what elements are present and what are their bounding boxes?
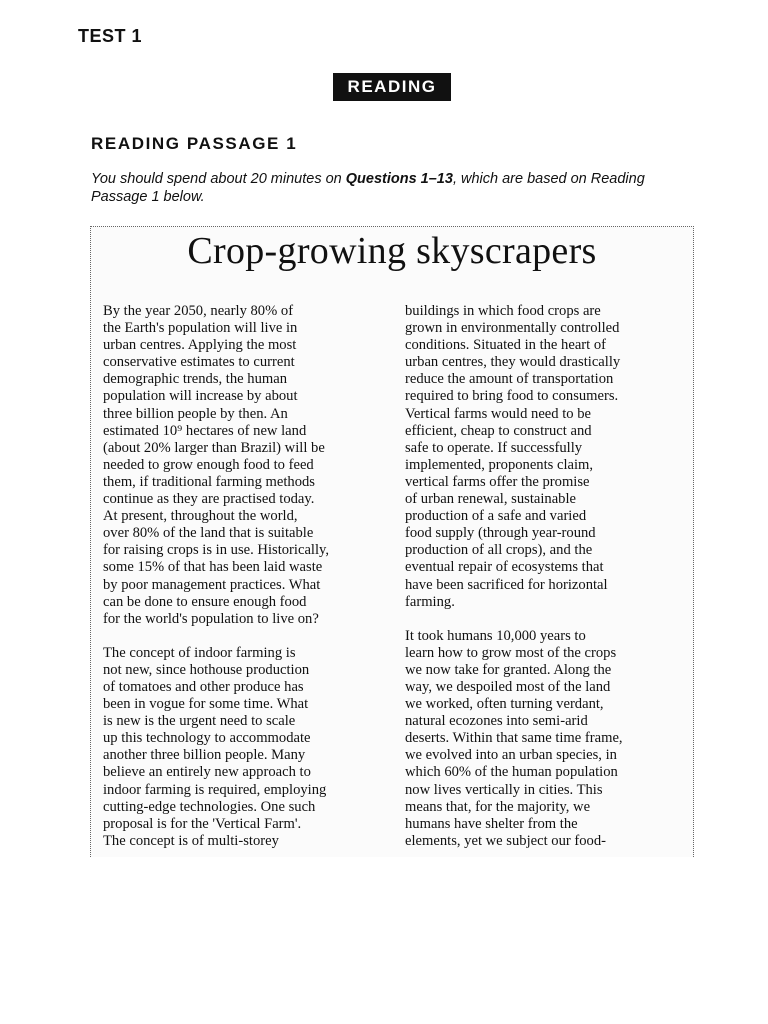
passage-line: demographic trends, the human — [103, 371, 287, 388]
passage-line: up this technology to accommodate — [103, 730, 311, 747]
passage-line: eventual repair of ecosystems that — [405, 559, 604, 576]
passage-line: vertical farms offer the promise — [405, 473, 590, 490]
passage-line: reduce the amount of transportation — [405, 371, 614, 388]
passage-line: by poor management practices. What — [103, 576, 321, 593]
paragraph-gap — [405, 611, 695, 628]
passage-line: The concept of indoor farming is — [103, 644, 296, 661]
passage-line: implemented, proponents claim, — [405, 456, 594, 473]
passage-line: indoor farming is required, employing — [103, 781, 327, 798]
passage-line: not new, since hothouse production — [103, 661, 310, 678]
passage-line: for the world's population to live on? — [103, 610, 319, 627]
passage-line: we now take for granted. Along the — [405, 661, 612, 678]
paragraph-gap — [103, 628, 388, 645]
passage-line: Vertical farms would need to be — [405, 405, 592, 422]
passage-box — [90, 226, 694, 857]
passage-line: deserts. Within that same time frame, — [405, 730, 623, 747]
instructions-text-end: , which are based on Reading Passage 1 below. — [91, 171, 645, 205]
passage-right-column — [405, 303, 695, 850]
passage-line: which 60% of the human population — [405, 764, 618, 781]
instructions — [91, 170, 691, 206]
passage-line: learn how to grow most of the crops — [405, 644, 617, 661]
passage-line: have been sacrificed for horizontal — [405, 576, 608, 593]
passage-line: urban centres. Applying the most — [103, 337, 297, 354]
passage-title: Crop-growing skyscrapers — [187, 230, 597, 272]
passage-line: estimated 10⁹ hectares of new land — [103, 422, 307, 439]
passage-line: now lives vertically in cities. This — [405, 781, 603, 798]
instructions-text: You should spend about 20 minutes on — [91, 171, 346, 187]
passage-line: we evolved into an urban species, in — [405, 747, 617, 764]
passage-line: elements, yet we subject our food- — [405, 832, 607, 849]
passage-line: grown in environmentally controlled — [405, 320, 620, 337]
passage-line: means that, for the majority, we — [405, 798, 591, 815]
passage-line: over 80% of the land that is suitable — [103, 525, 314, 542]
passage-line: of urban renewal, sustainable — [405, 491, 577, 508]
passage-line: required to bring food to consumers. — [405, 388, 619, 405]
passage-line: for raising crops is in use. Historically, — [103, 542, 330, 559]
passage-line: safe to operate. If successfully — [405, 439, 583, 456]
passage-line: conditions. Situated in the heart of — [405, 337, 607, 354]
passage-line: food supply (through year-round — [405, 525, 596, 542]
passage-line: some 15% of that has been laid waste — [103, 559, 323, 576]
passage-line: efficient, cheap to construct and — [405, 422, 592, 439]
passage-line: believe an entirely new approach to — [103, 764, 311, 781]
passage-line: conservative estimates to current — [103, 354, 295, 371]
passage-line: needed to grow enough food to feed — [103, 456, 314, 473]
passage-line: been in vogue for some time. What — [103, 696, 309, 713]
passage-line: the Earth's population will live in — [103, 320, 298, 337]
passage-line: cutting-edge technologies. One such — [103, 798, 316, 815]
passage-line: them, if traditional farming methods — [103, 473, 315, 490]
passage-line: three billion people by then. An — [103, 405, 288, 422]
passage-line: is new is the urgent need to scale — [103, 713, 296, 730]
passage-line: natural ecozones into semi-arid — [405, 713, 588, 730]
passage-line: farming. — [405, 593, 455, 610]
passage-line: way, we despoiled most of the land — [405, 678, 611, 695]
passage-line: At present, throughout the world, — [103, 508, 298, 525]
passage-line: By the year 2050, nearly 80% of — [103, 303, 294, 319]
passage-line: can be done to ensure enough food — [103, 593, 307, 610]
section-badge: READING — [333, 73, 451, 101]
test-label: TEST 1 — [78, 26, 143, 46]
passage-line: of tomatoes and other produce has — [103, 678, 304, 695]
passage-line: continue as they are practised today. — [103, 491, 315, 508]
passage-line: we worked, often turning verdant, — [405, 696, 604, 713]
passage-left-column — [103, 303, 388, 850]
passage-line: The concept is of multi-storey — [103, 832, 279, 849]
passage-heading: READING PASSAGE 1 — [91, 134, 298, 153]
passage-line: buildings in which food crops are — [405, 303, 601, 319]
passage-line: production of all crops), and the — [405, 542, 593, 559]
passage-line: It took humans 10,000 years to — [405, 627, 586, 644]
passage-line: production of a safe and varied — [405, 508, 587, 525]
passage-line: urban centres, they would drastically — [405, 354, 621, 371]
passage-line: proposal is for the 'Vertical Farm'. — [103, 815, 302, 832]
passage-line: humans have shelter from the — [405, 815, 578, 832]
passage-line: (about 20% larger than Brazil) will be — [103, 439, 325, 456]
passage-line: population will increase by about — [103, 388, 298, 405]
instructions-questions: Questions 1–13 — [345, 171, 453, 187]
passage-line: another three billion people. Many — [103, 747, 306, 764]
